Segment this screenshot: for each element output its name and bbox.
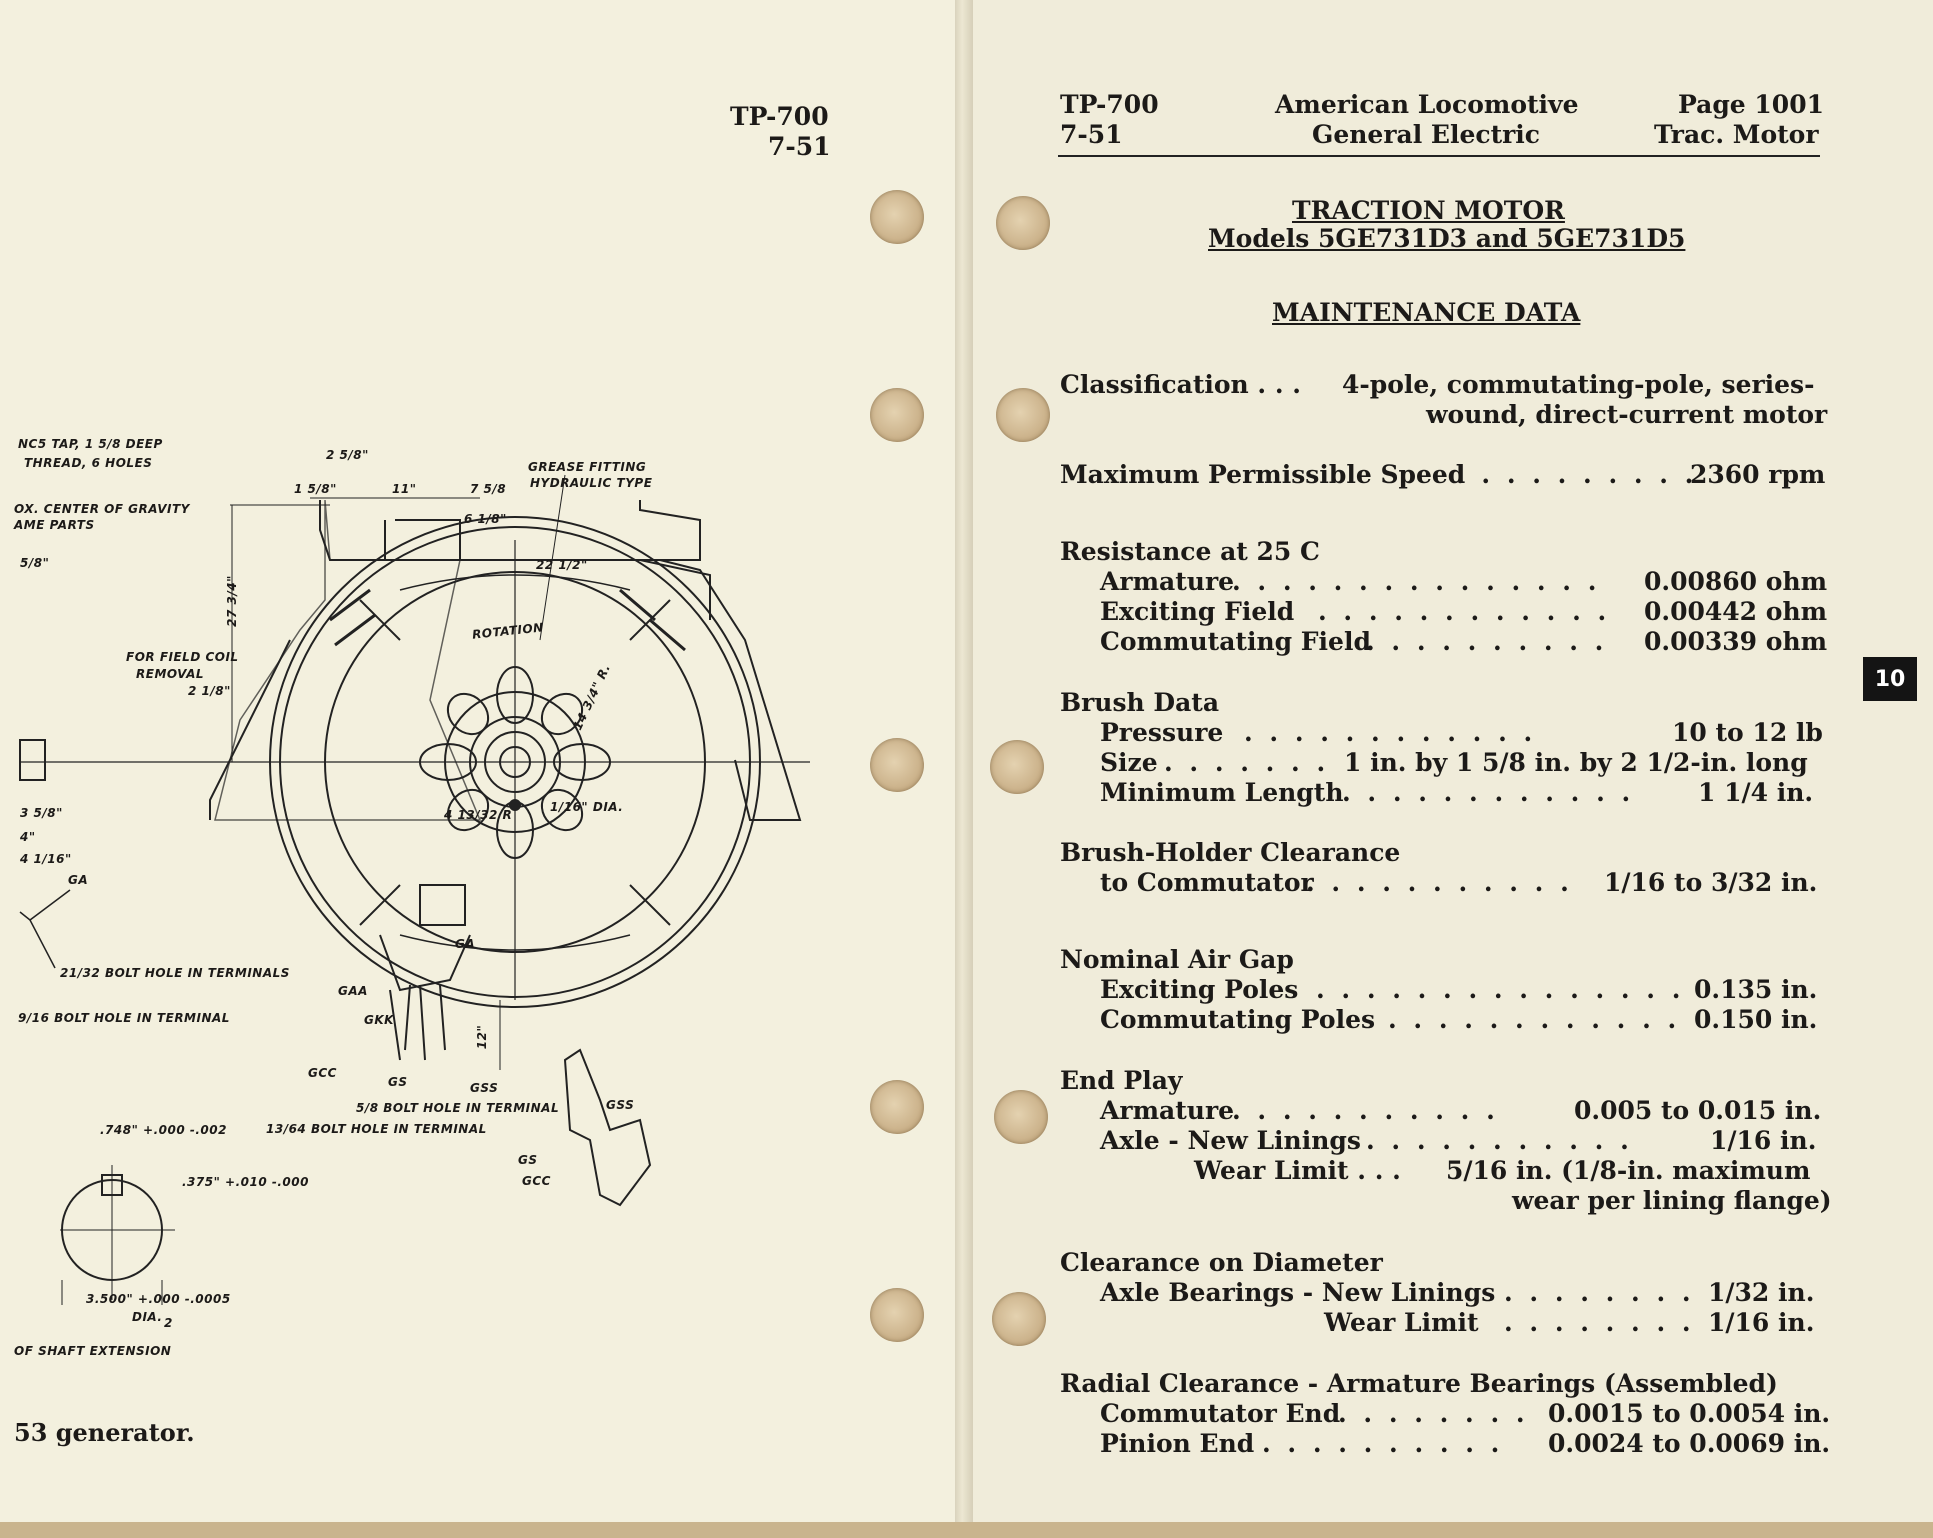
punch-hole <box>870 1080 924 1134</box>
label-d-6-1-8: 6 1/8" <box>464 512 507 526</box>
dot-leader: . . . . . . . . . . . <box>1306 868 1573 897</box>
page-subtitle: Models 5GE731D3 and 5GE731D5 <box>1208 224 1686 253</box>
label-d-4: 4" <box>20 830 36 844</box>
dot-leader: . . . . . . . . . . . . <box>1342 778 1635 807</box>
dot-leader: . . . . . . . <box>1164 748 1330 777</box>
to-commutator-label: to Commutator <box>1100 868 1314 897</box>
max-speed-value: 2360 rpm <box>1690 460 1826 489</box>
label-bolt-terminal-2: 5/8 BOLT HOLE IN TERMINAL <box>356 1101 560 1115</box>
radial-heading: Radial Clearance - Armature Bearings (Assembled) <box>1060 1369 1778 1398</box>
classification-value-2: wound, direct-current motor <box>1426 400 1828 429</box>
punch-hole <box>870 190 924 244</box>
end-play-heading: End Play <box>1060 1066 1183 1095</box>
punch-hole <box>996 388 1050 442</box>
dot-leader: . . . . . . . . <box>1504 1308 1695 1337</box>
ep-armature-value: 0.005 to 0.015 in. <box>1574 1096 1822 1125</box>
dot-leader: . . . . . . . . . . . . . . . <box>1316 975 1685 1004</box>
air-gap-heading: Nominal Air Gap <box>1060 945 1294 974</box>
label-gs-2: GS <box>518 1153 538 1167</box>
punch-hole <box>992 1292 1046 1346</box>
dot-leader: . . . . . . . . . . . . . . . <box>1232 567 1601 596</box>
classification-label: Classification . . . <box>1060 370 1301 399</box>
dot-leader: . . . . . . . . . . <box>1366 627 1608 656</box>
header-company-1: American Locomotive <box>1275 90 1579 119</box>
dot-leader: . . . . . . . . . . . . <box>1388 1005 1681 1034</box>
header-rule <box>1058 155 1820 157</box>
page-title: TRACTION MOTOR <box>1292 196 1565 225</box>
header-code: TP-700 <box>1060 90 1159 119</box>
label-d-2-5-8: 2 5/8" <box>326 448 369 462</box>
exciting-poles-label: Exciting Poles <box>1100 975 1299 1004</box>
commutating-field-value: 0.00339 ohm <box>1644 627 1828 656</box>
label-d-3-5-8: 3 5/8" <box>20 806 63 820</box>
axle-bearings-label: Axle Bearings - New Linings <box>1100 1278 1496 1307</box>
punch-hole <box>990 740 1044 794</box>
label-d-27-3-4: 27 3/4" <box>224 575 239 627</box>
exciting-field-label: Exciting Field <box>1100 597 1295 626</box>
commutating-poles-label: Commutating Poles <box>1100 1005 1376 1034</box>
ep-armature-label: Armature <box>1100 1096 1235 1125</box>
brush-holder-heading: Brush-Holder Clearance <box>1060 838 1401 867</box>
label-field-coil-2: REMOVAL <box>136 667 205 681</box>
left-page <box>0 0 960 1538</box>
comm-end-value: 0.0015 to 0.0054 in. <box>1548 1399 1831 1428</box>
to-commutator-value: 1/16 to 3/32 in. <box>1604 868 1818 897</box>
min-length-value: 1 1/4 in. <box>1698 778 1814 807</box>
label-ga: GA <box>455 937 476 951</box>
header-date: 7-51 <box>1060 120 1123 149</box>
label-d-12: 12" <box>475 1024 490 1050</box>
max-speed-label: Maximum Permissible Speed <box>1060 460 1466 489</box>
commutating-field-label: Commutating Field <box>1100 627 1371 656</box>
label-d-7-5-8: 7 5/8 <box>470 482 507 496</box>
header-section: Trac. Motor <box>1654 120 1819 149</box>
label-d-2-1-8: 2 1/8" <box>188 684 231 698</box>
label-grease-1: GREASE FITTING <box>528 460 647 474</box>
label-d-4-1-16: 4 1/16" <box>20 852 72 866</box>
label-dim-3500: 3.500" +.000 -.0005 <box>86 1292 231 1306</box>
dot-leader: . . . . . . . . <box>1504 1278 1695 1307</box>
axle-bearings-value: 1/32 in. <box>1708 1278 1815 1307</box>
label-bolt-terminal-1: 9/16 BOLT HOLE IN TERMINAL <box>18 1011 230 1025</box>
brush-heading: Brush Data <box>1060 688 1220 717</box>
dot-leader: . . . . . . . . . . <box>1262 1429 1504 1458</box>
label-gcc-2: GCC <box>522 1174 551 1188</box>
label-gaa: GAA <box>338 984 368 998</box>
header-page: Page 1001 <box>1678 90 1824 119</box>
label-d-14-3-4: 14 3/4" R. <box>570 661 614 733</box>
ab-wear-value: 1/16 in. <box>1708 1308 1815 1337</box>
size-label: Size <box>1100 748 1158 777</box>
label-dim-748: .748" +.000 -.002 <box>100 1123 227 1137</box>
page-edge <box>0 1522 1933 1538</box>
classification-value-1: 4-pole, commutating-pole, series- <box>1342 370 1815 399</box>
dot-leader: . . . . . . . . . . . <box>1366 1126 1633 1155</box>
pressure-label: Pressure <box>1100 718 1224 747</box>
section-title: MAINTENANCE DATA <box>1272 298 1581 327</box>
label-bolt-terminals: 21/32 BOLT HOLE IN TERMINALS <box>60 966 290 980</box>
book-gutter <box>955 0 973 1538</box>
dot-leader: . . . . . . . . . . <box>1456 460 1698 489</box>
label-circle-2: 2 <box>164 1316 173 1330</box>
resistance-heading: Resistance at 25 C <box>1060 537 1320 566</box>
clearance-heading: Clearance on Diameter <box>1060 1248 1383 1277</box>
label-d-1-5-8: 1 5/8" <box>294 482 337 496</box>
left-header-code: TP-700 <box>730 102 829 131</box>
label-cog: OX. CENTER OF GRAVITY <box>14 502 190 516</box>
left-header-date: 7-51 <box>768 132 831 161</box>
header-company-2: General Electric <box>1312 120 1541 149</box>
size-value: 1 in. by 1 5/8 in. by 2 1/2-in. long <box>1344 748 1808 777</box>
label-d-11: 11" <box>392 482 417 496</box>
wear-limit-value-1: 5/16 in. (1/8-in. maximum <box>1446 1156 1811 1185</box>
dot-leader: . . . . . . . . . . . . <box>1318 597 1611 626</box>
label-gss: GSS <box>470 1081 499 1095</box>
label-field-coil-1: FOR FIELD COIL <box>126 650 239 664</box>
label-gs: GS <box>388 1075 408 1089</box>
dot-leader: . . . . . . . . . . . <box>1232 1096 1499 1125</box>
dot-leader: . . . . . . . . . . . . <box>1244 718 1537 747</box>
label-tap: NC5 TAP, 1 5/8 DEEP <box>18 437 163 451</box>
wear-limit-value-2: wear per lining flange) <box>1512 1186 1832 1215</box>
exciting-field-value: 0.00442 ohm <box>1644 597 1828 626</box>
label-ga-left: GA <box>68 873 89 887</box>
left-footer-text: 53 generator. <box>14 1418 195 1447</box>
armature-value: 0.00860 ohm <box>1644 567 1828 596</box>
punch-hole <box>996 196 1050 250</box>
pinion-end-value: 0.0024 to 0.0069 in. <box>1548 1429 1831 1458</box>
label-frame-parts: AME PARTS <box>14 518 95 532</box>
min-length-label: Minimum Length <box>1100 778 1344 807</box>
comm-end-label: Commutator End <box>1100 1399 1341 1428</box>
commutating-poles-value: 0.150 in. <box>1694 1005 1818 1034</box>
label-bolt-terminal-3: 13/64 BOLT HOLE IN TERMINAL <box>266 1122 487 1136</box>
label-shaft: OF SHAFT EXTENSION <box>14 1344 172 1358</box>
label-thread: THREAD, 6 HOLES <box>24 456 153 470</box>
exciting-poles-value: 0.135 in. <box>1694 975 1818 1004</box>
label-d-5-8: 5/8" <box>20 556 50 570</box>
punch-hole <box>870 738 924 792</box>
dot-leader: . . . . . . . . <box>1338 1399 1529 1428</box>
label-gss-2: GSS <box>606 1098 635 1112</box>
axle-new-value: 1/16 in. <box>1710 1126 1817 1155</box>
pinion-end-label: Pinion End <box>1100 1429 1255 1458</box>
traction-motor-drawing <box>0 0 960 1538</box>
pressure-value: 10 to 12 lb <box>1672 718 1823 747</box>
punch-hole <box>994 1090 1048 1144</box>
label-d-22-1-2: 22 1/2" <box>536 558 588 572</box>
label-d-1-16-dia: 1/16" DIA. <box>550 800 624 814</box>
armature-label: Armature <box>1100 567 1235 596</box>
label-dim-375: .375" +.010 -.000 <box>182 1175 309 1189</box>
label-gcc: GCC <box>308 1066 337 1080</box>
ab-wear-label: Wear Limit <box>1324 1308 1479 1337</box>
label-gkk: GKK <box>364 1013 394 1027</box>
section-tab[interactable]: 10 <box>1863 657 1917 701</box>
wear-limit-label: Wear Limit . . . <box>1194 1156 1401 1185</box>
label-dia: DIA. <box>132 1310 163 1324</box>
punch-hole <box>870 388 924 442</box>
label-d-4-13-32: 4 13/32 R <box>444 808 513 822</box>
label-grease-2: HYDRAULIC TYPE <box>530 476 653 490</box>
axle-new-label: Axle - New Linings <box>1100 1126 1361 1155</box>
label-rotation: ROTATION <box>471 620 545 642</box>
punch-hole <box>870 1288 924 1342</box>
